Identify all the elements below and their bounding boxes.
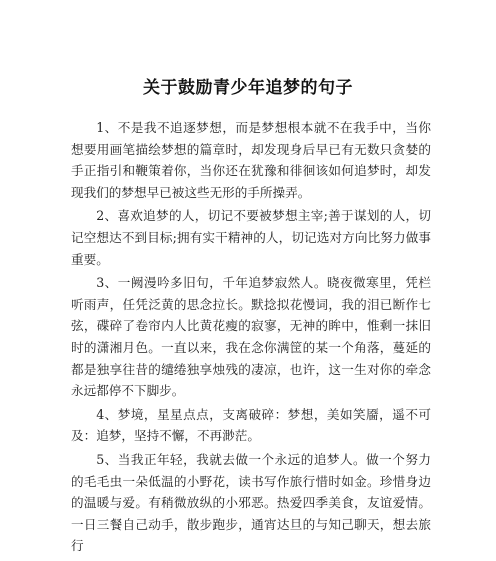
document-body <box>71 117 431 559</box>
paragraph-4: 4、梦境，星星点点，支离破碎：梦想，美如笑靥，遥不可及：追梦，坚持不懈，不再渺茫。 <box>71 406 431 444</box>
paragraph-1: 1、不是我不追逐梦想，而是梦想根本就不在我手中，当你想要用画笔描绘梦想的篇章时，却发现身后早已有无数只贪婪的手正指引和鞭策着你，当你还在犹豫和徘徊该如何追梦时，却发现我们的梦想早已被这些无形的手所操弄。 <box>71 120 431 200</box>
paragraph-2: 2、喜欢追梦的人，切记不要被梦想主宰;善于谋划的人，切记空想达不到目标;拥有实干精神的人，切记选对方向比努力做事重要。 <box>71 208 431 267</box>
paragraph-5: 5、当我正年轻，我就去做一个永远的追梦人。做一个努力的毛毛虫一朵低温的小野花，读书写作旅行惜时如金。珍惜身边的温暖与爱。有稍微放纵的小邪恶。热爱四季美食，友谊爱情。一日三餐自己动手，散步跑步，通宵达旦的与知己聊天，想去旅行 <box>71 451 431 554</box>
document-title: 关于鼓励青少年追梦的句子 <box>143 78 353 98</box>
paragraph-3: 3、一阙漫吟多旧句，千年追梦寂然人。晓夜微寒里，凭栏听雨声，任凭泛黄的思念拉长。默捻拟花慢词，我的泪已断作七弦，碟碎了卷帘内人比黄花瘦的寂寥，无神的眸中，惟剩一抹旧时的潇湘月色。一直以来，我在念你满筐的某一个角落，蔓延的都是独享往昔的缱绻独享烛残的凄凉，也许，这一生对你的牵念永远都停不下脚步。 <box>71 275 431 399</box>
